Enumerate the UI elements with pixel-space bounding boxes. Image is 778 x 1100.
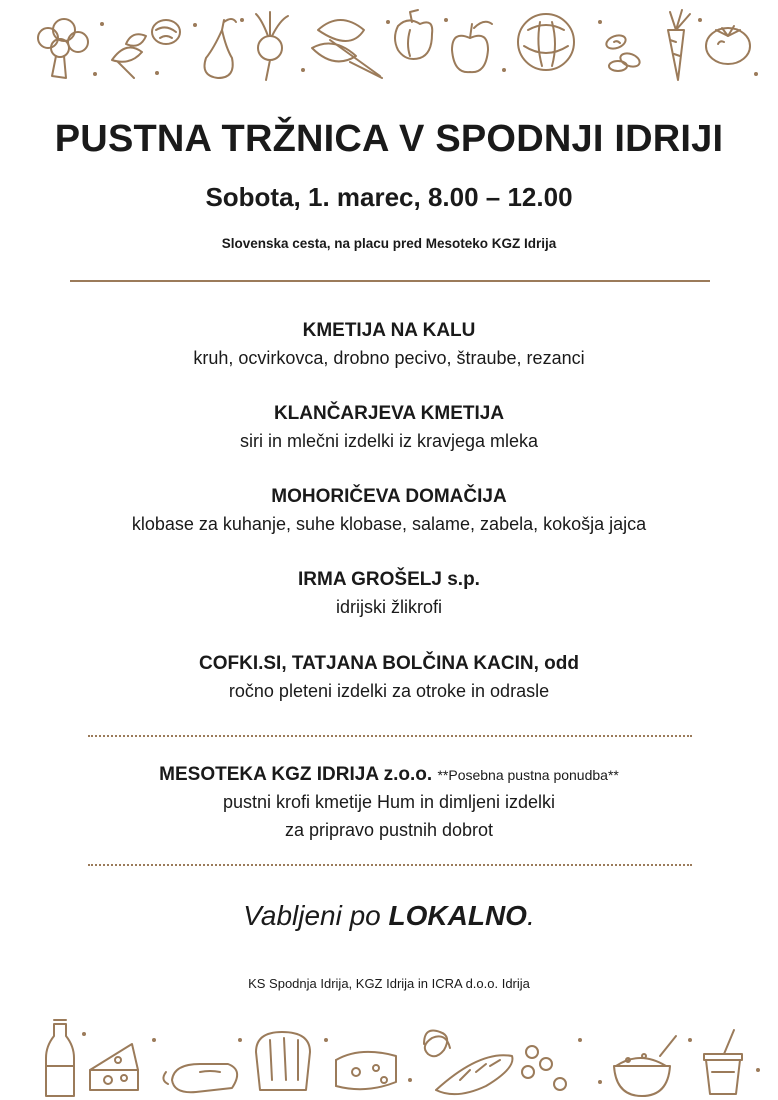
- vendor-name: IRMA GROŠELJ s.p.: [298, 569, 480, 590]
- vendor-item: [0, 567, 778, 621]
- event-date-time: Sobota, 1. marec, 8.00 – 12.00: [205, 182, 573, 212]
- vendor-products: kruh, ocvirkovca, drobno pecivo, štraube, rezanci: [193, 348, 585, 368]
- milk-bottle-icon: [46, 1020, 74, 1096]
- vendor-name: KMETIJA NA KALU: [302, 320, 476, 341]
- beans-icon: [605, 33, 642, 71]
- event-location: Slovenska cesta, na placu pred Mesoteko KGZ Idrija: [221, 236, 557, 251]
- slogan: [0, 900, 778, 932]
- dotted-divider: [88, 735, 692, 737]
- title-divider: [70, 280, 710, 282]
- pepper-icon: [395, 10, 432, 59]
- dotted-divider: [88, 864, 692, 866]
- vendor-products: ročno pleteni izdelki za otroke in odrasle: [228, 681, 550, 701]
- vendor-item: [0, 651, 778, 705]
- apple-icon: [452, 22, 492, 72]
- slogan-emphasis: LOKALNO: [388, 900, 527, 931]
- slogan-end: .: [526, 900, 535, 931]
- vendor-item: [0, 484, 778, 538]
- vendor-item: [0, 318, 778, 372]
- bottom-illustrations: [0, 1010, 778, 1100]
- vendor-name: KLANČARJEVA KMETIJA: [273, 403, 505, 424]
- walnut-icon: [152, 20, 180, 44]
- special-offer-note: **Posebna pustna ponudba**: [437, 767, 619, 783]
- vendor-products: idrijski žlikrofi: [335, 597, 442, 617]
- vendor-products: siri in mlečni izdelki iz kravjega mleka: [239, 431, 539, 451]
- special-vendor-name: MESOTEKA KGZ IDRIJA z.o.o.: [159, 764, 433, 785]
- pear-icon: [205, 19, 237, 78]
- special-vendor-line: [0, 762, 778, 788]
- carrot-icon: [668, 10, 690, 80]
- special-products-line-2: za pripravo pustnih dobrot: [284, 820, 494, 840]
- bowl-icon: [614, 1036, 676, 1096]
- baguette-icon: [436, 1055, 512, 1094]
- vendor-products: klobase za kuhanje, suhe klobase, salame, zabela, kokošja jajca: [131, 514, 647, 534]
- tomato-icon: [706, 26, 750, 64]
- vendor-item: [0, 401, 778, 455]
- top-illustrations: [0, 0, 778, 100]
- slogan-text: Vabljeni po: [243, 900, 389, 931]
- yogurt-icon: [704, 1030, 742, 1094]
- salami-icon: [163, 1064, 237, 1092]
- special-offer: [0, 762, 778, 844]
- cheese-wheel-icon: [336, 1052, 396, 1089]
- basil-icon: [112, 34, 146, 78]
- spinach-icon: [312, 20, 382, 78]
- bread-loaf-icon: [256, 1032, 310, 1090]
- cookies-icon: [522, 1046, 566, 1090]
- pretzel-icon: [424, 1031, 450, 1057]
- radish-icon: [256, 12, 288, 80]
- page-title: PUSTNA TRŽNICA V SPODNJI IDRIJI: [54, 118, 724, 160]
- cabbage-icon: [518, 14, 574, 70]
- organizers: KS Spodnja Idrija, KGZ Idrija in ICRA d.o.o. Idrija: [248, 976, 530, 991]
- cheese-wedge-icon: [90, 1044, 138, 1090]
- vendor-name: COFKI.SI, TATJANA BOLČINA KACIN, odd: [199, 653, 579, 674]
- broccoli-icon: [38, 19, 88, 78]
- special-products-line-1: pustni krofi kmetije Hum in dimljeni izdelki: [222, 792, 556, 812]
- vendor-name: MOHORIČEVA DOMAČIJA: [271, 486, 507, 507]
